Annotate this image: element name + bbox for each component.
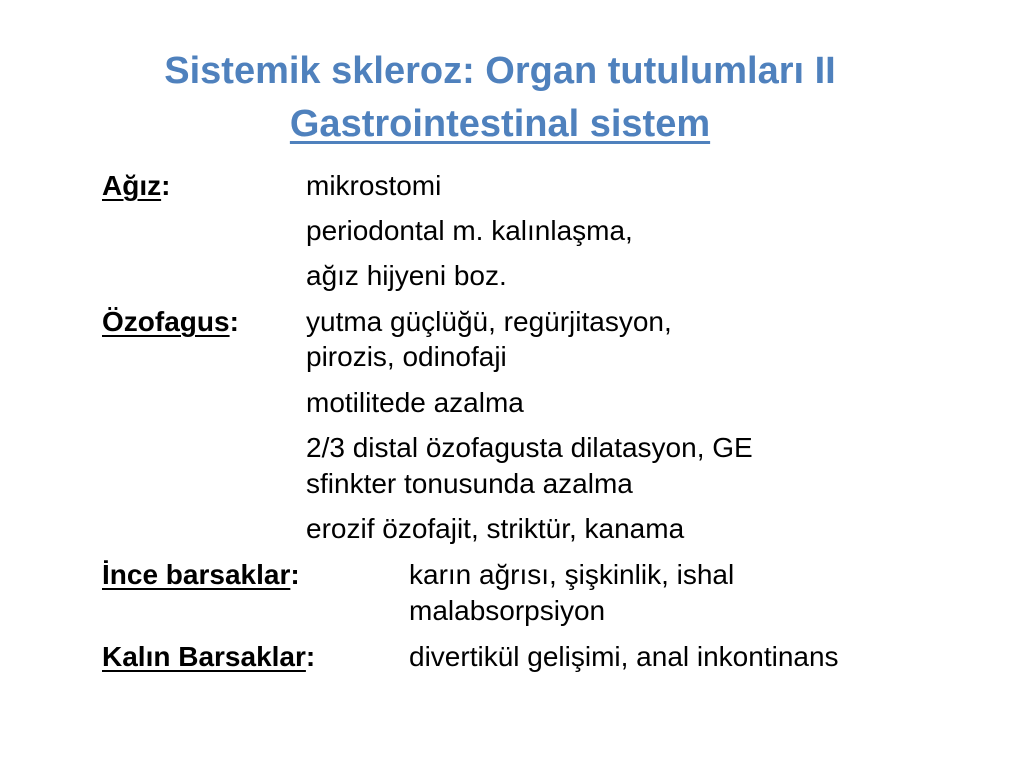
agiz-item-2: periodontal m. kalınlaşma, — [306, 215, 633, 246]
ozofagus-item-1: yutma güçlüğü, regürjitasyon, — [306, 306, 672, 337]
label-ince-barsaklar: İnce barsaklar: — [102, 559, 300, 590]
ozofagus-item-5: sfinkter tonusunda azalma — [306, 468, 633, 499]
agiz-item-1: mikrostomi — [306, 170, 442, 201]
ozofagus-item-3: motilitede azalma — [306, 387, 524, 418]
ozofagus-item-2: pirozis, odinofaji — [306, 341, 507, 372]
label-ozofagus: Özofagus: — [102, 306, 239, 337]
kalin-item-1: divertikül gelişimi, anal inkontinans — [409, 641, 839, 672]
slide-subtitle: Gastrointestinal sistem — [289, 103, 711, 145]
ince-item-1: karın ağrısı, şişkinlik, ishal — [409, 559, 735, 590]
ozofagus-item-4: 2/3 distal özofagusta dilatasyon, GE — [306, 432, 753, 463]
ince-item-2: malabsorpsiyon — [409, 595, 606, 626]
agiz-item-3: ağız hijyeni boz. — [306, 260, 507, 291]
label-agiz: Ağız: — [102, 170, 171, 201]
slide-title: Sistemik skleroz: Organ tutulumları II — [164, 50, 836, 92]
ozofagus-item-6: erozif özofajit, striktür, kanama — [306, 513, 685, 544]
label-kalin-barsaklar: Kalın Barsaklar: — [102, 641, 316, 672]
